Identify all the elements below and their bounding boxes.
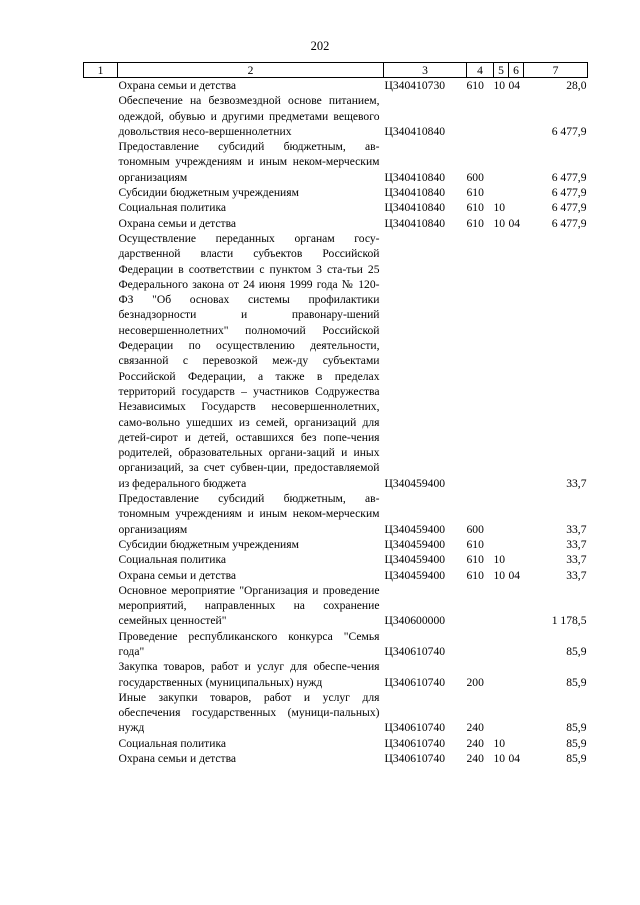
row-number-cell	[84, 491, 118, 537]
row-code: Ц340410840	[384, 186, 446, 200]
row-subsection	[509, 583, 524, 629]
table-row	[84, 629, 588, 660]
table-row	[84, 139, 588, 185]
row-name: Основное мероприятие "Организация и проведение мероприятий, направленных на сохранение семейных ценностей"	[118, 583, 380, 628]
table-row	[84, 690, 588, 736]
row-number-cell	[84, 659, 118, 690]
column-header: 6	[509, 63, 524, 78]
column-header: 5	[494, 63, 509, 78]
row-expense-type	[467, 231, 494, 491]
row-section	[494, 629, 509, 660]
row-name: Субсидии бюджетным учреждениям	[118, 537, 299, 551]
row-subsection	[509, 139, 524, 185]
column-header: 7	[524, 63, 588, 78]
row-amount: 6 477,9	[551, 124, 587, 138]
page-number: 202	[310, 39, 330, 53]
row-number-cell	[84, 537, 118, 552]
row-code: Ц340610740	[384, 721, 446, 735]
row-amount: 33,7	[566, 537, 587, 551]
row-expense-type: 610	[466, 216, 484, 230]
table-row	[84, 552, 588, 567]
row-amount: 33,7	[566, 522, 587, 536]
row-name: Социальная политика	[118, 201, 227, 215]
row-expense-type: 610	[466, 201, 484, 215]
row-name: Охрана семьи и детства	[118, 79, 237, 92]
row-code: Ц340610740	[384, 736, 446, 750]
row-section	[494, 690, 509, 736]
table-row	[84, 659, 588, 690]
row-section	[494, 537, 509, 552]
row-expense-type: 600	[466, 522, 484, 536]
table-row	[84, 185, 588, 200]
row-section: 10	[493, 568, 506, 582]
row-name: Предоставление субсидий бюджетным, ав-тономным учреждениям и иным неком-мерческим организациям	[118, 140, 380, 184]
row-code: Ц340459400	[384, 522, 446, 536]
row-code: Ц340610740	[384, 675, 446, 689]
row-section: 10	[493, 216, 506, 230]
row-amount: 6 477,9	[551, 186, 587, 200]
row-section: 10	[493, 736, 506, 750]
budget-table	[83, 62, 588, 766]
row-number-cell	[84, 93, 118, 139]
row-code: Ц340600000	[384, 614, 446, 628]
row-name: Иные закупки товаров, работ и услуг для обеспечения государственных (муници-пальных) нужд	[118, 690, 380, 735]
row-expense-type: 610	[466, 537, 484, 551]
row-subsection: 04	[508, 216, 521, 230]
row-amount: 6 477,9	[551, 216, 587, 230]
row-number-cell	[84, 139, 118, 185]
row-expense-type: 610	[466, 79, 484, 92]
column-header: 2	[118, 63, 384, 78]
row-code: Ц340459400	[384, 568, 446, 582]
row-amount: 85,9	[566, 644, 587, 658]
table-row	[84, 736, 588, 751]
row-name: Социальная политика	[118, 553, 227, 567]
row-subsection	[509, 629, 524, 660]
row-section	[494, 93, 509, 139]
table-row	[84, 216, 588, 231]
row-subsection	[509, 659, 524, 690]
row-name: Субсидии бюджетным учреждениям	[118, 186, 299, 200]
row-number-cell	[84, 568, 118, 583]
row-expense-type: 240	[466, 736, 484, 750]
row-subsection	[509, 93, 524, 139]
row-number-cell	[84, 78, 118, 94]
row-expense-type	[467, 583, 494, 629]
table-row	[84, 491, 588, 537]
row-name: Проведение республиканского конкурса "Семья года"	[118, 629, 380, 658]
row-amount: 33,7	[566, 476, 587, 490]
row-subsection	[509, 231, 524, 491]
row-section	[494, 185, 509, 200]
row-number-cell	[84, 751, 118, 766]
row-subsection	[509, 537, 524, 552]
row-name: Социальная политика	[118, 736, 227, 750]
row-expense-type: 610	[466, 568, 484, 582]
column-header: 1	[84, 63, 118, 78]
row-subsection	[509, 185, 524, 200]
row-amount: 1 178,5	[551, 614, 587, 628]
row-subsection	[509, 200, 524, 215]
row-code: Ц340459400	[384, 476, 446, 490]
row-expense-type: 600	[466, 170, 484, 184]
table-row	[84, 583, 588, 629]
row-number-cell	[84, 185, 118, 200]
row-section: 10	[493, 752, 506, 766]
row-section	[494, 139, 509, 185]
row-code: Ц340410730	[384, 79, 446, 92]
row-code: Ц340459400	[384, 553, 446, 567]
row-amount: 6 477,9	[551, 201, 587, 215]
table-row	[84, 78, 588, 94]
row-section: 10	[493, 79, 506, 92]
row-name: Осуществление переданных органам госу-дарственной власти субъектов Российской Федерации в соответствии с пунктом 3 ста-тьи 25 Федерального закона от 24 июня 1999 года № 120-ФЗ "Об основах системы профилактики безнадзорности и правонару-шений несовершеннолетних" полномочий Российской Федерации по осуществлению деятельности, связанной с перевозкой меж-ду субъектами Российской Федерации, а также в пределах территорий государств – участников Содружества Независимых Государств несовершеннолетних, само-вольно ушедших из семей, организаций для детей-сирот и детей, оставшихся без попе-чения родителей, образовательных органи-заций и иных организаций, за счет субвен-ции, предоставляемой из федерального бюджета	[118, 231, 380, 490]
row-code: Ц340610740	[384, 752, 446, 766]
table-row	[84, 537, 588, 552]
row-number-cell	[84, 629, 118, 660]
row-expense-type: 240	[466, 721, 484, 735]
row-expense-type: 200	[466, 675, 484, 689]
row-section	[494, 491, 509, 537]
row-number-cell	[84, 552, 118, 567]
row-code: Ц340410840	[384, 201, 446, 215]
row-subsection	[509, 690, 524, 736]
row-subsection	[509, 736, 524, 751]
row-amount: 33,7	[566, 553, 587, 567]
row-name: Охрана семьи и детства	[118, 752, 237, 766]
row-expense-type: 610	[466, 186, 484, 200]
row-name: Охрана семьи и детства	[118, 568, 237, 582]
row-subsection: 04	[508, 79, 521, 92]
header-row	[84, 63, 588, 78]
row-expense-type	[467, 629, 494, 660]
row-code: Ц340410840	[384, 216, 446, 230]
row-number-cell	[84, 736, 118, 751]
row-code: Ц340410840	[384, 124, 446, 138]
table-row	[84, 93, 588, 139]
row-subsection: 04	[508, 568, 521, 582]
column-header: 3	[384, 63, 467, 78]
row-expense-type	[467, 93, 494, 139]
row-name: Закупка товаров, работ и услуг для обеспе-чения государственных (муниципальных) нужд	[118, 660, 380, 689]
row-number-cell	[84, 690, 118, 736]
table-row	[84, 751, 588, 766]
row-amount: 33,7	[566, 568, 587, 582]
row-expense-type: 610	[466, 553, 484, 567]
row-number-cell	[84, 583, 118, 629]
row-section	[494, 583, 509, 629]
row-name: Охрана семьи и детства	[118, 216, 237, 230]
row-name: Обеспечение на безвозмездной основе питанием, одеждой, обувью и другими предметами вещевого довольствия несо-вершеннолетних	[118, 94, 380, 138]
row-code: Ц340410840	[384, 170, 446, 184]
row-amount: 6 477,9	[551, 170, 587, 184]
row-number-cell	[84, 231, 118, 491]
row-amount: 28,0	[566, 79, 587, 92]
row-section	[494, 231, 509, 491]
row-amount: 85,9	[566, 675, 587, 689]
row-subsection	[509, 552, 524, 567]
row-subsection: 04	[508, 752, 521, 766]
row-expense-type: 240	[466, 752, 484, 766]
row-code: Ц340610740	[384, 644, 446, 658]
row-section: 10	[493, 201, 506, 215]
row-code: Ц340459400	[384, 537, 446, 551]
table-row	[84, 568, 588, 583]
row-number-cell	[84, 216, 118, 231]
row-section: 10	[493, 553, 506, 567]
row-amount: 85,9	[566, 752, 587, 766]
table-row	[84, 231, 588, 491]
column-header: 4	[467, 63, 494, 78]
table-row	[84, 200, 588, 215]
row-amount: 85,9	[566, 721, 587, 735]
row-amount: 85,9	[566, 736, 587, 750]
row-subsection	[509, 491, 524, 537]
row-section	[494, 659, 509, 690]
row-name: Предоставление субсидий бюджетным, ав-тономным учреждениям и иным неком-мерческим организациям	[118, 492, 380, 536]
row-number-cell	[84, 200, 118, 215]
